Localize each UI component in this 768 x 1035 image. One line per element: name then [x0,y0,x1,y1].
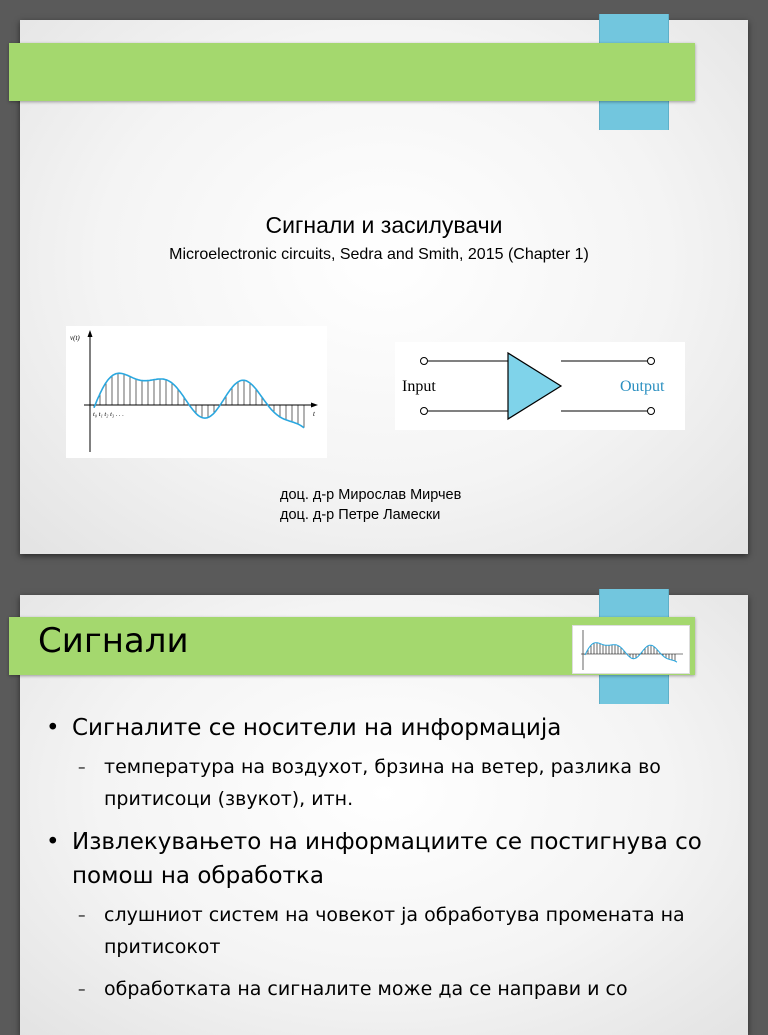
author-line: доц. д-р Петре Ламески [280,507,441,523]
amplifier-symbol-figure [395,342,685,430]
signal-curve [585,643,677,662]
slide-subtitle: Microelectronic circuits, Sedra and Smith, 2015 (Chapter 1) [169,246,589,263]
bullet-item: • Извлекувањето на информациите се постигнува со помош на обработка [40,825,740,893]
sub-bullet-item: – температура на воздухот, брзина на ветер, разлика во притисоци (звукот), итн. [40,751,740,815]
signal-thumbnail-figure [572,625,690,674]
authors-block [280,485,461,525]
output-label: Output [620,378,665,395]
sub-bullet-item: – обработката на сигналите може да се направи и со [40,973,740,1005]
signal-waveform-figure [66,326,327,458]
sub-bullet-item: – слушниот систем на човекот ја обработува промената на притисокот [40,899,740,963]
input-label: Input [402,378,436,395]
sample-lines [94,373,304,428]
signal-curve [94,373,304,428]
time-tick-labels: t₀ t₁ t₂ t₃ . . . [93,411,124,418]
bullet-list [40,711,740,1015]
signals-slide [20,595,748,1035]
x-axis-label: t [313,410,315,418]
slide-title: Сигнали [38,621,189,661]
author-line: доц. д-р Мирослав Мирчев [280,487,462,503]
bullet-item: • Сигналите се носители на информација [40,711,740,745]
sample-lines [585,643,675,661]
slide-title: Сигнали и засилувачи [265,212,503,238]
amplifier-triangle [508,353,561,419]
title-slide [20,20,748,554]
y-axis-label: v(t) [70,334,80,342]
green-title-bar [9,43,695,101]
